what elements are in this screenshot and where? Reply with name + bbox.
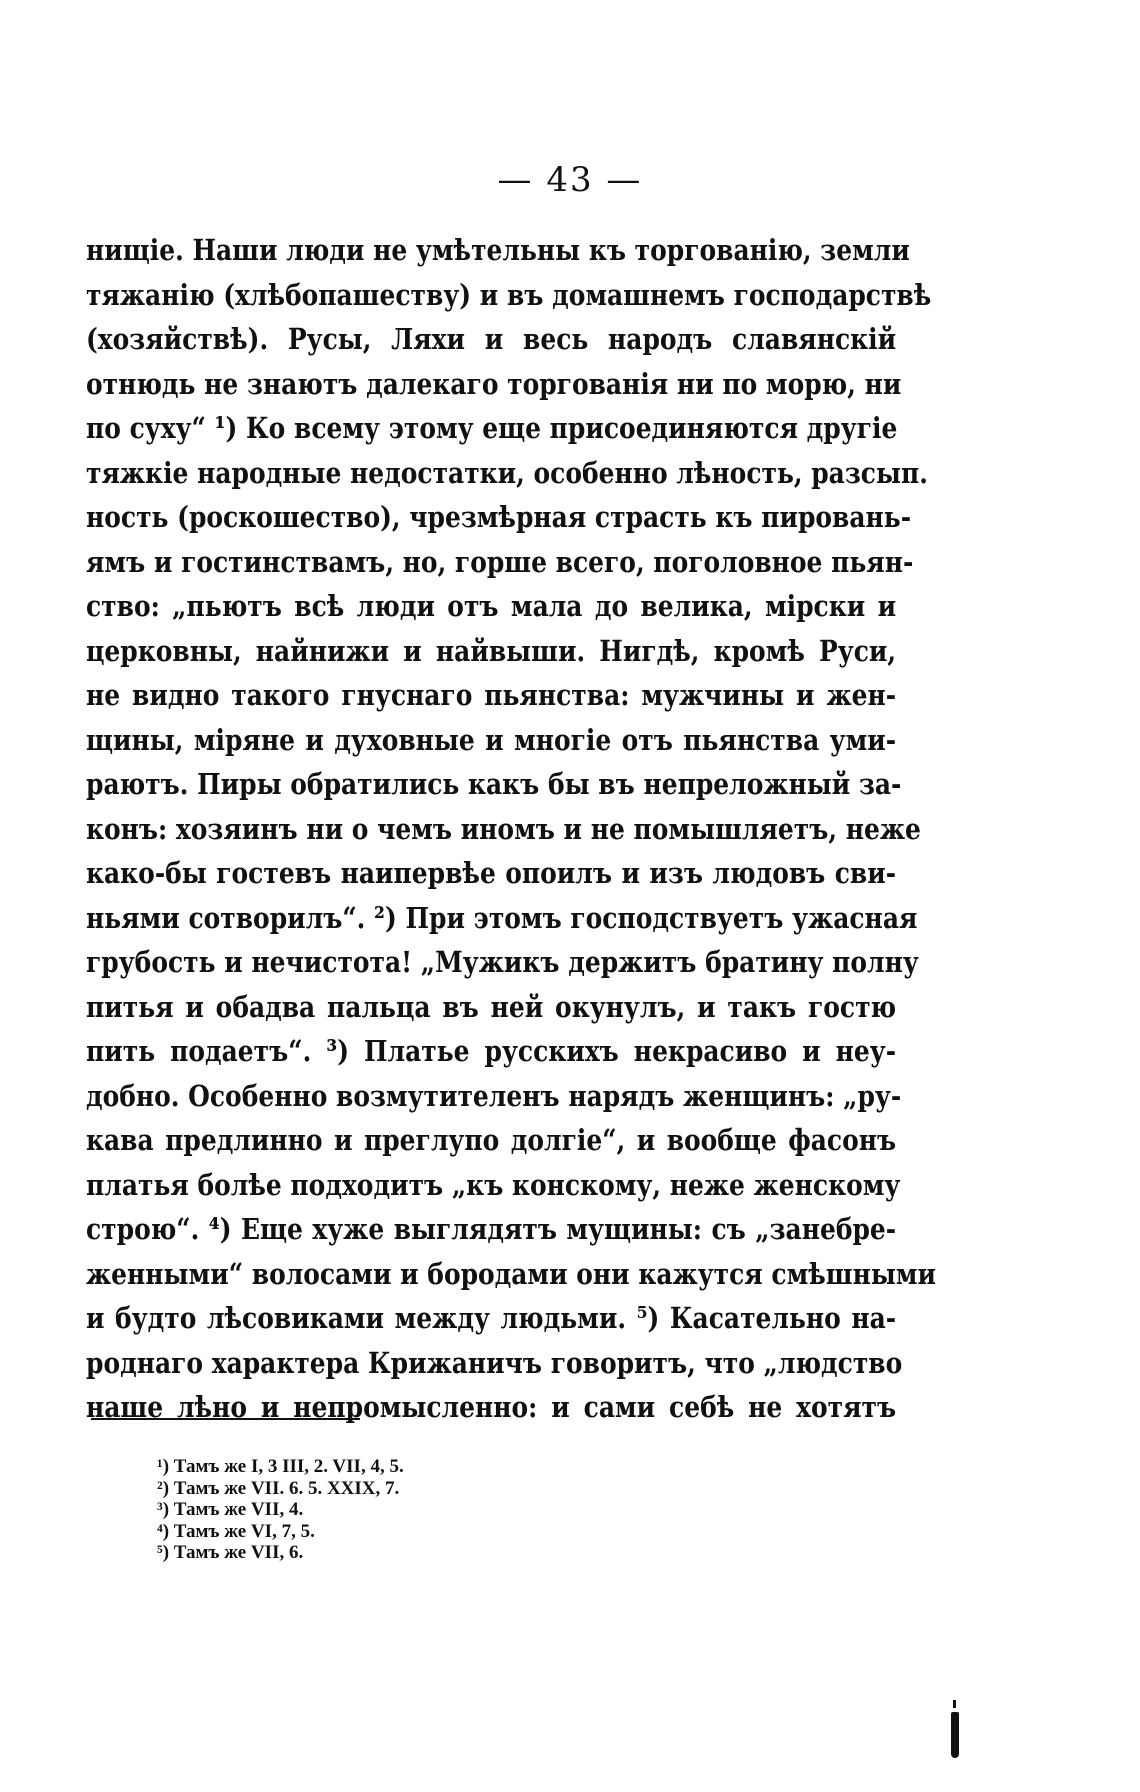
text-line: нищіе. Наши люди не умѣтельны къ торгованію, земли <box>86 233 910 267</box>
scan-mark-icon <box>953 1700 956 1708</box>
footnote-divider <box>91 1418 360 1420</box>
footnotes <box>157 1456 657 1564</box>
text-line: церковны, найнижи и найвыши. Нигдѣ, кромѣ Руси, <box>86 633 897 668</box>
text-line: не видно такого гнуснаго пьянства: мужчины и жен- <box>86 678 897 712</box>
text-line: отнюдь не знаютъ далекаго торгованія ни по морю, ни <box>86 366 902 401</box>
text-line: кава предлинно и преглупо долгіе“, и вообще фасонъ <box>86 1123 897 1157</box>
footnote: ¹) Тамъ же I, 3 III, 2. VII, 4, 5. <box>157 1456 404 1477</box>
text-line: строю“. ⁴) Еще хуже выглядятъ мущины: съ „занебре- <box>86 1212 897 1246</box>
text-line: ность (роскошество), чрезмѣрная страсть къ пировань- <box>86 500 912 534</box>
text-line: (хозяйствѣ). Русы, Ляхи и весь народъ славянскій <box>86 322 897 356</box>
body-text <box>86 228 937 1430</box>
text-line: по суху“ ¹) Ко всему этому еще присоединяются другіе <box>86 411 898 445</box>
text-line: добно. Особенно возмутителенъ нарядъ женщинъ: „ру- <box>86 1078 902 1113</box>
text-line: како-бы гостевъ наипервѣе опоилъ и изъ людовъ сви- <box>86 856 897 890</box>
footnote: ⁵) Тамъ же VII, 6. <box>157 1542 304 1563</box>
scan-mark-icon <box>951 1712 959 1758</box>
text-line: конъ: хозяинъ ни о чемъ иномъ и не помышляетъ, неже <box>86 811 921 846</box>
text-line: тяжанію (хлѣбопашеству) и въ домашнемъ господарствѣ <box>86 277 932 312</box>
text-line: и будто лѣсовиками между людьми. ⁵) Касательно на- <box>86 1301 897 1335</box>
footnote: ⁴) Тамъ же VI, 7, 5. <box>157 1520 315 1542</box>
text-line: ство: „пьютъ всѣ люди отъ мала до велика, мірски и <box>86 589 897 623</box>
text-line: женными“ волосами и бородами они кажутся смѣшными <box>86 1256 937 1291</box>
text-line: ньями сотворилъ“. ²) При этомъ господствуетъ ужасная <box>86 900 918 935</box>
page-number: — 43 — <box>497 160 643 200</box>
footnote: ³) Тамъ же VII, 4. <box>157 1499 304 1520</box>
text-line: щины, міряне и духовные и многіе отъ пьянства уми- <box>86 722 897 757</box>
text-line: питья и обадва пальца въ ней окунулъ, и такъ гостю <box>86 989 897 1024</box>
text-line: платья болѣе подходитъ „къ конскому, неже женскому <box>86 1167 901 1202</box>
text-line: тяжкіе народные недостатки, особенно лѣность, разсып. <box>86 455 928 490</box>
text-line: раютъ. Пиры обратились какъ бы въ непреложный за- <box>86 767 902 801</box>
text-line: наше лѣно и непромысленно: и сами себѣ не хотятъ <box>86 1390 897 1424</box>
footnote: ²) Тамъ же VII. 6. 5. XXIX, 7. <box>157 1477 400 1499</box>
text-line: ямъ и гостинствамъ, но, горше всего, поголовное пьян- <box>86 544 914 579</box>
text-line: грубость и нечистота! „Мужикъ держитъ братину полну <box>86 945 919 979</box>
text-line: пить подаетъ“. ³) Платье русскихъ некрасиво и неу- <box>86 1034 897 1068</box>
text-line: роднаго характера Крижаничъ говоритъ, что „людство <box>86 1345 903 1380</box>
